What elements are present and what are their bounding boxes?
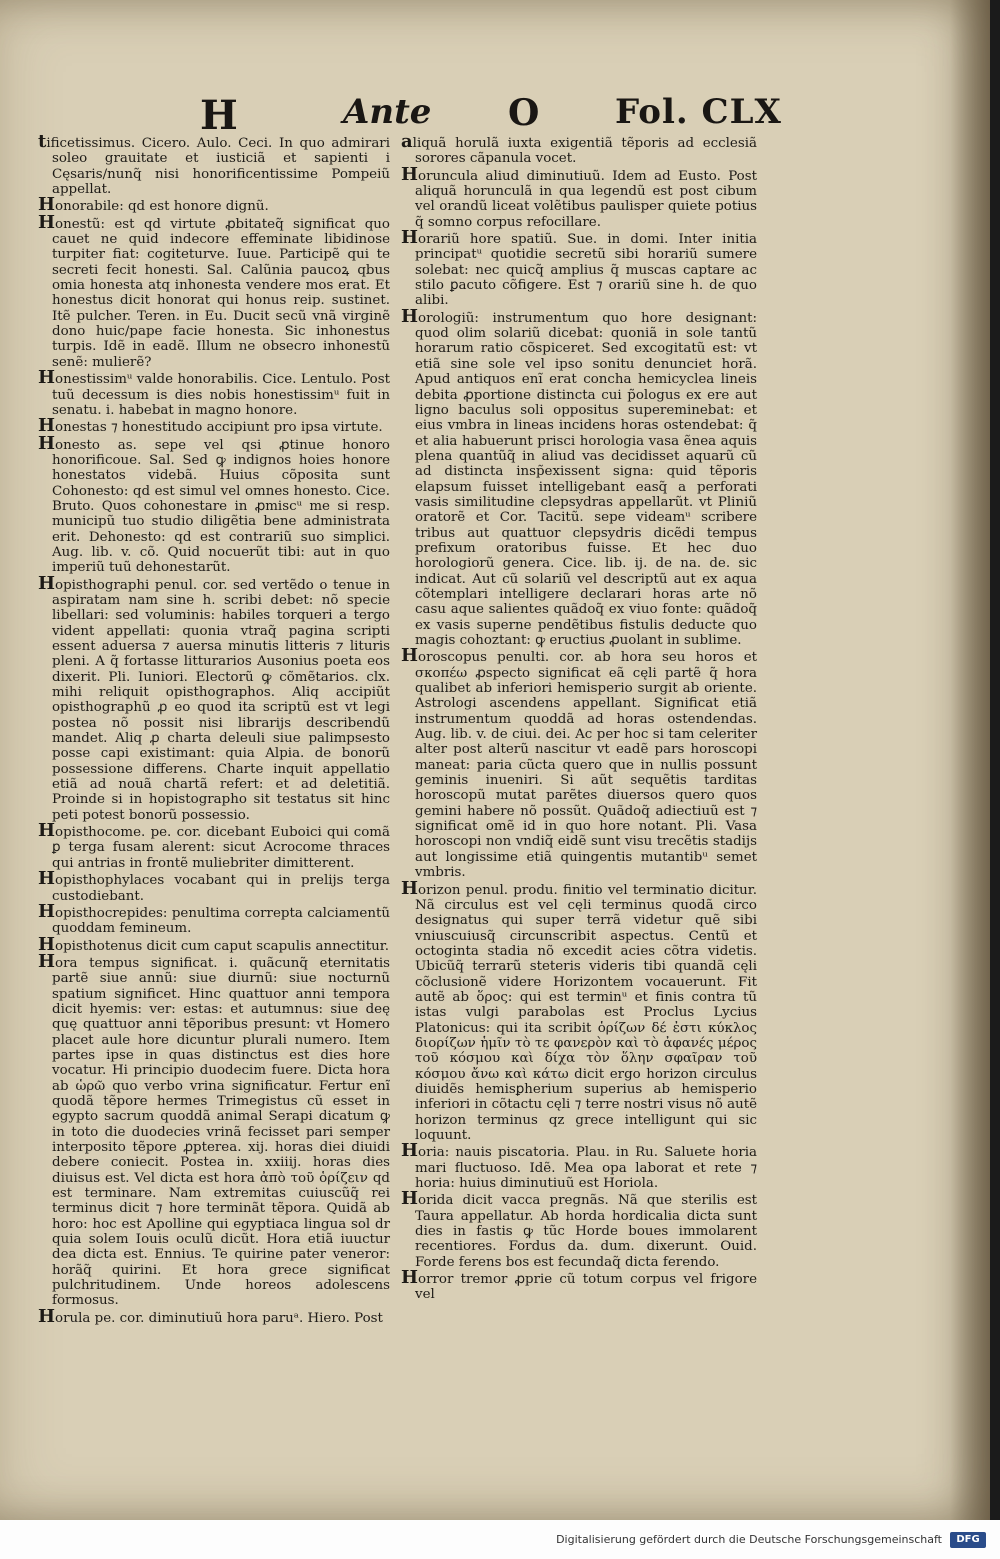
dictionary-entry: Honestũ: est qd virtute ꝓbitateq̃ significat quo cauet ne quid indecore effeminate libidinose turpiter fiat: cogiteturve. Iuue. Participẽ qui te secreti fecit honesti. Sal. Calũnia paucoꝝ qbus omia honesta atq inhonesta vendere mos erat. Et honestus dicit honorat qui honus reip. sustinet. Itẽ pulcher. Teren. in Eu. Ducit secũ vnã virginẽ dono huic/pape facie honesta. Sic inhonestus turpis. Idẽ in eadẽ. Illum ne obsecro inhonestũ senẽ: mulierẽ? xyxy=(38,211,390,370)
dictionary-entry: Hopisthophylaces vocabant qui in prelijs terga custodiebant. xyxy=(38,868,390,904)
dictionary-entry: Horuncula aliud diminutiuũ. Idem ad Eusto. Post aliquã horunculã in qua legendũ est post cibum vel orandũ liceat volẽtibus paulisper quiete potius q̃ somno corpus refocillare. xyxy=(401,163,757,230)
folio-number: Fol. CLX xyxy=(615,92,782,132)
dictionary-entry: Hopisthocome. pe. cor. dicebant Euboici qui comã ꝑ terga fusam alerent: sicut Acrocome thraces qui antrias in frontẽ muliebriter dimitterent. xyxy=(38,820,390,871)
dictionary-entry: Hopisthocrepides: penultima correpta calciamentũ quoddam femineum. xyxy=(38,900,390,937)
dictionary-entry: Horia: nauis piscatoria. Plau. in Ru. Saluete horia mari fluctuoso. Idẽ. Mea opa laborat et rete ⁊ horia: huius diminutiuũ est Horiola. xyxy=(401,1140,757,1192)
dictionary-entry: Hopisthographi penul. cor. sed vertẽdo o tenue in aspiratam nam sine h. scribi debet: nõ specie libellari: sed voluminis: habiles torqueri a tergo vident appellati: quonia vtraq̃ pagina scripti essent aduersa ⁊ auersa minutis litteris ⁊ lituris pleni. A q̃ fortasse litturarios Ausonius poeta eos dixerit. Pli. Iuniori. Electorũ ꝙ cõmẽtarios. clx. mihi reliquit opisthographos. Aliq accipiũt opisthographũ ꝓ eo quod ita scriptũ est vt legi postea nõ possit nisi librarijs describendũ mandet. Aliq ꝓ charta deleuli siue palimpsesto posse capi existimant: quia Alpia. de bonorũ possessione differens. Charte inquit appellatio etiã ad nouã chartã refert: et ad deletitiã. Proinde si in hopistographo sit testatus sit hinc peti potest bonorũ possessio. xyxy=(38,572,390,823)
running-head-word: Ante xyxy=(343,92,432,132)
dictionary-entry: Hopisthotenus dicit cum caput scapulis annectitur. xyxy=(38,933,389,955)
running-head-letter-left: H xyxy=(200,92,238,139)
dictionary-entry: Horror tremor ꝓprie cũ totum corpus vel frigore vel xyxy=(401,1267,757,1303)
right-text-column xyxy=(401,131,757,1303)
dictionary-entry: Honestas ⁊ honestitudo accipiunt pro ipsa virtute. xyxy=(38,415,383,437)
dfg-logo: DFG xyxy=(950,1532,986,1548)
dictionary-entry: tificetissimus. Cicero. Aulo. Ceci. In quo admirari soleo grauitate et iusticiã et sapienti i Cęsaris/nunq̃ nisi honorificentissime Pompeiũ appellat. xyxy=(38,131,390,198)
digitization-footer xyxy=(0,1520,1000,1559)
dictionary-entry: Honesto as. sepe vel qsi ꝓtinue honoro honorificoue. Sal. Sed ꝙ indignos hoies honore honestatos videbã. Huius cõposita sunt Cohonesto: qd est simul vel omnes honesto. Cice. Bruto. Quos cohonestare in ꝓmiscᵘ me si resp. municipũ tuo studio diligẽtia bene administrata erit. Dehonesto: qd est contrariũ suo simplici. Aug. lib. v. cõ. Quid nocuerũt tibi: aut in quo imperiũ tuũ dehonestarũt. xyxy=(38,432,390,576)
dictionary-entry: aliquã horulã iuxta exigentiã tẽporis ad ecclesiã sorores cãpanula vocet. xyxy=(401,131,757,167)
dictionary-entry: Horula pe. cor. diminutiuũ hora paruᵃ. Hiero. Post xyxy=(38,1305,383,1327)
dictionary-entry: Horologiũ: instrumentum quo hore designant: quod olim solariũ dicebat: quoniã in sole tantũ horarum ratio cõspiceret. Sed excogitatũ est: vt etiã sine sole vel ipso sonitu denunciet horã. Apud antiquos enĩ erat concha hemicyclea lineis debita ꝓportione distincta cui p̃ologus ex ere aut ligno baculus soli oppositus supereminebat: et eius vmbra in lineas incidens horas ostendebat: q̃ et alia habuerunt prisci horologia vasa ẽnea aquis plena quantũq̃ in aliud vas decidisset aquarũ cũ ad distincta insp̃exissent signa: quid tẽporis elapsum fuisset intelligebant easq̃ a perforati vasis similitudine clepsydras appellarũt. vt Pliniũ oratorẽ et Cor. Tacitũ. sepe videamᵘ scribere tribus aut quattuor clepsydris dicẽdi tempus prefixum oratoribus fuisse. Et hec duo horologiorũ genera. Cice. lib. ij. de na. de. sic indicat. Aut cũ solariũ vel descriptũ aut ex aqua cõtemplari intelligere declarari horas arte nõ casu aque salientes quãdoq̃ ex viuo fonte: quãdoq̃ ex vasis superne pendẽtibus fistulis deducte quo magis cohoztant: ꝙ eructius ꝓuolant in sublime. xyxy=(401,305,757,648)
dictionary-entry: Honestissimᵘ valde honorabilis. Cice. Lentulo. Post tuũ decessum is dies nobis honestissimᵘ fuit in senatu. i. habebat in magno honore. xyxy=(38,367,390,418)
dictionary-entry: Hora tempus significat. i. quãcunq̃ eternitatis partẽ siue annũ: siue diurnũ: siue nocturnũ spatium significet. Hinc quattuor anni tempora dicit hyemis: ver: estas: et autumnus: siue deę quę quattuor anni tẽporibus presunt: vt Homero placet aule hore dicuntur plurali numero. Item partes ipse in quas distinctus est dies hore vocatur. Hi principio duodecim fuere. Dicta hora ab ὡρῶ quo verbo vrina significatur. Fertur enĩ quodã tẽpore hermes Trimegistus cũ esset in egypto sacrum quoddã animal Serapi dicatum ꝙ in toto die duodecies vrinã fecisset pari semper interposito tẽpore ꝓpterea. xij. horas diei diuidi debere coniecit. Postea in. xxiiij. horas dies diuisus est. Vel dicta est hora ἀπὸ τοῦ ὁρίζειν qd est terminare. Nam extremitas cuiuscũq̃ rei terminus dicit ⁊ hore terminãt tẽpora. Quidã ab horo: hoc est Apolline qui egyptiaca lingua sol dr quia solem Iouis oculũ dicũt. Hora etiã iuuctur dea dicta est. Ennius. Te quirine pater veneror: horãq̃ quirini. Et hora grece significat pulchritudinem. Unde horeos adolescens formosus. xyxy=(38,950,390,1309)
dictionary-entry: Honorabile: qd est honore dignũ. xyxy=(38,194,269,216)
dictionary-entry: Horida dicit vacca pregnãs. Nã que sterilis est Taura appellatur. Ab horda hordicalia dicta sunt dies in fastis ꝙ tũc Horde boues immolarent recentiores. Fordus da. dum. dixerunt. Ouid. Forde ferens bos est fecundaq̃ dicta ferendo. xyxy=(401,1188,757,1270)
dictionary-entry: Horizon penul. produ. finitio vel terminatio dicitur. Nã circulus est vel cęli terminus quodã circo designatus qui super terrã videtur quẽ sibi vniuscuiusq̃ circunscribit aspectus. Centũ et octoginta stadia nõ excedit acies cõtra videtis. Ubicũq̃ terrarũ steteris videris tibi quandã cęli cõclusionẽ videre Horizontem vocauerunt. Fit autẽ ab ὅρος: qui est terminᵘ et finis contra tũ istas vulgi parabolas est Proclus Lycius Platonicus: qui ita scribit ὁρίζων δέ ἐστι κύκλος διορίζων ἡμῖν τὸ τε φανερὸν καὶ τὸ ἀφανές μέρος τοῦ κόσμου καὶ δίχα τὸν ὅλην σφαῖραν τοῦ κόσμου ἄνω καὶ κάτω dicit ergo horizon circulus diuidẽs hemisꝑherium superius ab hemisperio inferiori in cõtactu cęli ⁊ terre nostri visus nõ autẽ horizon terminus qz grece intelligunt qui sic loquunt. xyxy=(401,877,757,1143)
dictionary-entry: Horoscopus penulti. cor. ab hora seu horos et σκοπέω ꝓspecto significat eã cęli partẽ q̃ hora qualibet ab inferiori hemisperio surgit ab oriente. Astrologi ascendens appellant. Significat etiã instrumentum quoddã ad horas ostendendas. Aug. lib. v. de ciui. dei. Ac per hoc si tam celeriter alter post alterũ nascitur vt eadẽ pars horoscopi maneat: paria cũcta quero que in nullis possunt geminis inueniri. Si aũt sequẽtis tarditas horoscopũ mutat parẽtes diuersos quero quos gemini habere nõ possũt. Quãdoq̃ adiectiuũ est ⁊ significat omẽ id in quo hore notant. Pli. Vasa horoscopi non vndiq̃ eidẽ sunt visu trecẽtis stadijs aut longissime etiã quingentis mutantibᵘ semet vmbris. xyxy=(401,645,757,881)
funding-credit: Digitalisierung gefördert durch die Deutsche Forschungsgemeinschaft xyxy=(556,1533,942,1546)
dictionary-entry: Horariũ hore spatiũ. Sue. in domi. Inter initia principatᵘ quotidie secretũ sibi horariũ sumere solebat: nec quicq̃ amplius q̃ muscas captare ac stilo ꝑacuto cõfigere. Est ⁊ orariũ sine h. de quo alibi. xyxy=(401,227,757,309)
left-text-column xyxy=(38,131,390,1327)
running-head-letter-right: O xyxy=(508,92,540,134)
